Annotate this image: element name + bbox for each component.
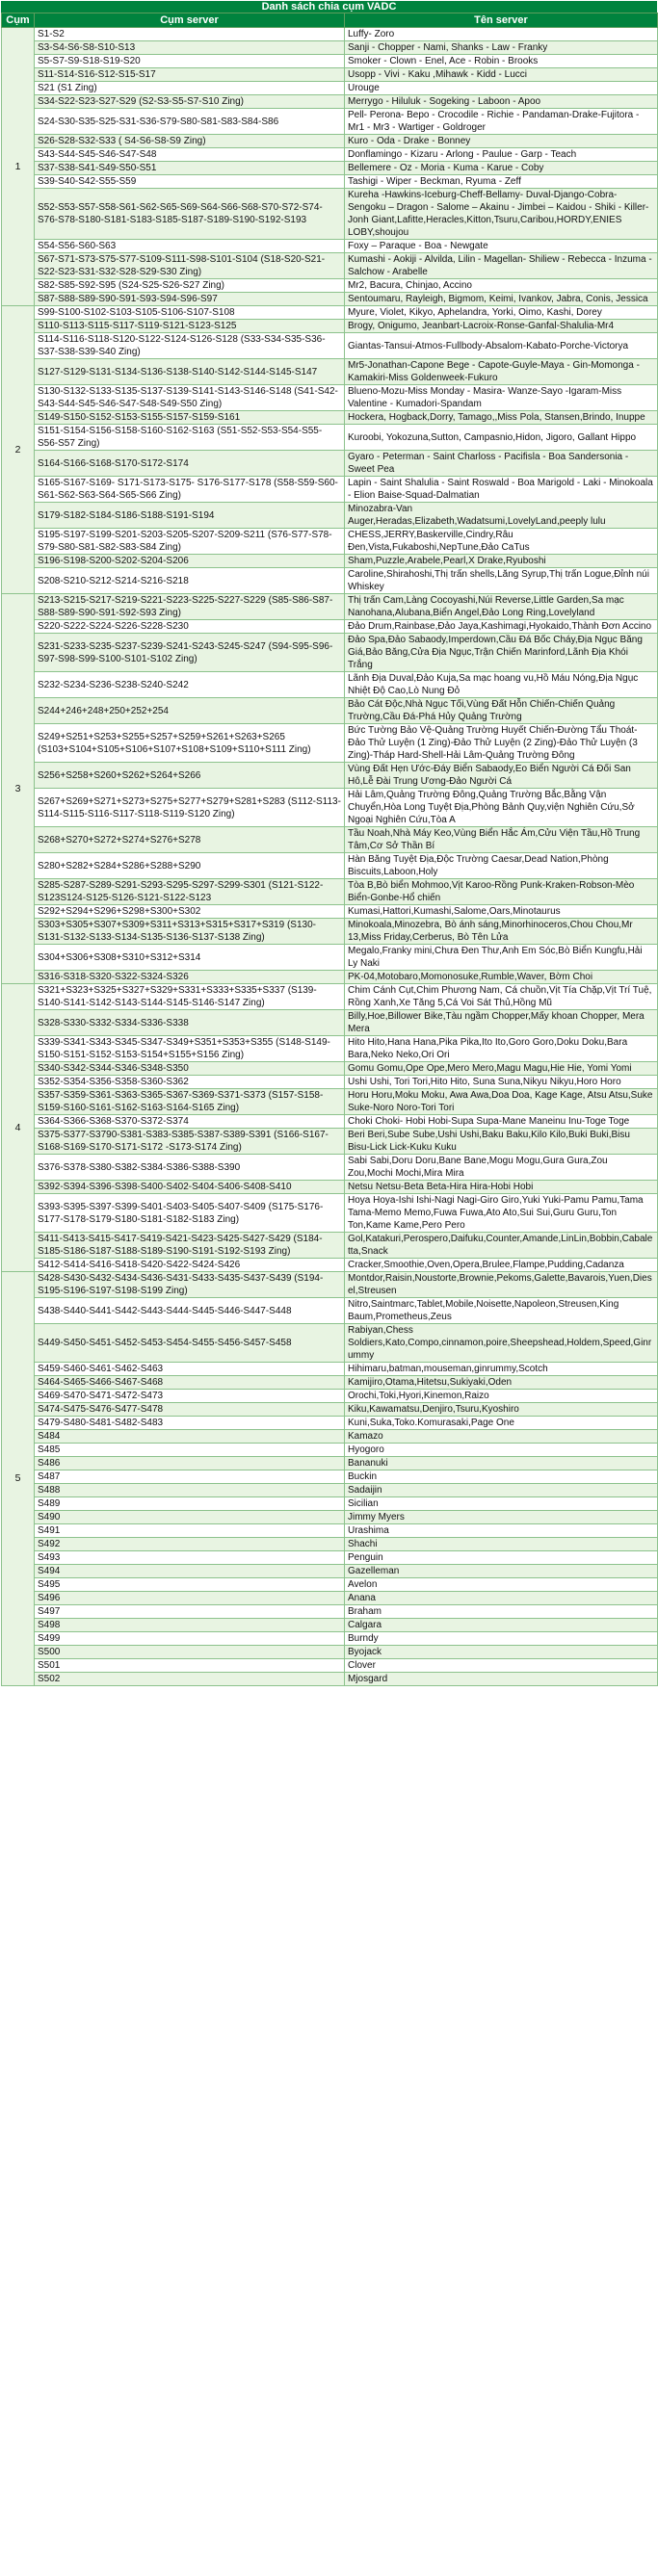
table-row [2, 162, 658, 175]
server-list-cell: S502 [35, 1673, 345, 1686]
server-name-cell: Burndy [345, 1632, 658, 1646]
server-list-cell: S493 [35, 1551, 345, 1565]
server-name-cell: Foxy – Paraque - Boa - Newgate [345, 240, 658, 253]
server-name-cell: Hito Hito,Hana Hana,Pika Pika,Ito Ito,Goro Goro,Doku Doku,Bara Bara,Neko Neko,Ori Ori [345, 1036, 658, 1062]
server-list-cell: S195-S197-S199-S201-S203-S205-S207-S209-S211 (S76-S77-S78-S79-S80-S81-S82-S83-S84 Zing) [35, 529, 345, 555]
server-name-cell: Braham [345, 1605, 658, 1619]
server-name-cell: Hoya Hoya-Ishi Ishi-Nagi Nagi-Giro Giro,Yuki Yuki-Pamu Pamu,Tama Tama-Memo Memo,Fuwa Fuwa,Ato Ato,Sui Sui,Guru Guru,Ton Ton,Kame Kame,Pero Pero [345, 1194, 658, 1233]
server-name-cell: Sicilian [345, 1497, 658, 1511]
table-row [2, 1551, 658, 1565]
server-name-cell: Lapin - Saint Shalulia - Saint Roswald - Boa Marigold - Laki - Minokoala - Elion Baise-Squad-Dalmatian [345, 477, 658, 503]
table-row [2, 320, 658, 333]
server-list-cell: S392-S394-S396-S398-S400-S402-S404-S406-S408-S410 [35, 1181, 345, 1194]
server-list-cell: S268+S270+S272+S274+S276+S278 [35, 827, 345, 853]
table-row [2, 1233, 658, 1259]
server-name-cell: Kumasi,Hattori,Kumashi,Salome,Oars,Minotaurus [345, 905, 658, 919]
server-name-cell: Buckin [345, 1470, 658, 1484]
server-list-cell: S411-S413-S415-S417-S419-S421-S423-S425-S427-S429 (S184-S185-S186-S187-S188-S189-S190-S191-S192-S193 Zing) [35, 1233, 345, 1259]
server-list-cell: S339-S341-S343-S345-S347-S349+S351+S353+S355 (S148-S149-S150-S151-S152-S153-S154+S155+S156 Zing) [35, 1036, 345, 1062]
table-row [2, 1181, 658, 1194]
server-name-cell: Sham,Puzzle,Arabele,Pearl,X Drake,Ryuboshi [345, 555, 658, 568]
server-list-cell: S52-S53-S57-S58-S61-S62-S65-S69-S64-S66-S68-S70-S72-S74-S76-S78-S180-S181-S183-S185-S187-S189-S190-S192-S193 [35, 189, 345, 240]
server-list-cell: S5-S7-S9-S18-S19-S20 [35, 55, 345, 68]
table-row [2, 827, 658, 853]
server-name-cell: Mjosgard [345, 1673, 658, 1686]
server-name-cell: Hàn Băng Tuyệt Địa,Độc Trường Caesar,Dead Nation,Phòng Biscuits,Laboon,Holy [345, 853, 658, 879]
table-row [2, 68, 658, 82]
server-list-cell: S267+S269+S271+S273+S275+S277+S279+S281+S283 (S112-S113-S114-S115-S116-S117-S118-S119-S120 Zing) [35, 789, 345, 827]
table-row [2, 853, 658, 879]
server-list-cell: S497 [35, 1605, 345, 1619]
table-row [2, 306, 658, 320]
server-name-cell: Anana [345, 1592, 658, 1605]
server-name-cell: Thị trấn Cam,Làng Cocoyashi,Núi Reverse,Little Garden,Sa mạc Nanohana,Alubana,Biển Angel,Đảo Long Ring,Lovelyland [345, 594, 658, 620]
group-cell: 2 [2, 306, 35, 594]
server-name-cell: Kumashi - Aokiji - Alvilda, Lilin - Magellan- Shiliew - Rebecca - Inzuma - Salchow - Arabelle [345, 253, 658, 279]
server-list-cell: S500 [35, 1646, 345, 1659]
server-list-cell: S495 [35, 1578, 345, 1592]
table-row [2, 109, 658, 135]
server-name-cell: Bananuki [345, 1457, 658, 1470]
server-list-cell: S428-S430-S432-S434-S436-S431-S433-S435-S437-S439 (S194-S195-S196-S197-S198-S199 Zing) [35, 1272, 345, 1298]
server-name-cell: Gyaro - Peterman - Saint Charloss - Pacifisla - Boa Sandersonia - Sweet Pea [345, 451, 658, 477]
group-cell: 4 [2, 984, 35, 1272]
server-list-cell: S393-S395-S397-S399-S401-S403-S405-S407-S409 (S175-S176-S177-S178-S179-S180-S181-S182-S183 Zing) [35, 1194, 345, 1233]
table-row [2, 385, 658, 411]
server-name-cell: Donflamingo - Kizaru - Arlong - Paulue - Garp - Teach [345, 148, 658, 162]
server-list-cell: S196-S198-S200-S202-S204-S206 [35, 555, 345, 568]
table-row [2, 698, 658, 724]
table-row [2, 1524, 658, 1538]
server-list-cell: S412-S414-S416-S418-S420-S422-S424-S426 [35, 1259, 345, 1272]
table-row [2, 1194, 658, 1233]
table-row [2, 1363, 658, 1376]
table-row [2, 634, 658, 672]
table-row [2, 425, 658, 451]
server-list-cell: S256+S258+S260+S262+S264+S266 [35, 763, 345, 789]
server-list-cell: S149-S150-S152-S153-S155-S157-S159-S161 [35, 411, 345, 425]
server-name-cell: Tòa B,Bò biển Mohmoo,Vịt Karoo-Rồng Punk-Kraken-Robson-Mèo Biển-Gonbe-Hổ chiến [345, 879, 658, 905]
server-name-cell: Pell- Perona- Bepo - Crocodile - Richie - Pandaman-Drake-Fujitora - Mr1 - Mr3 - Wartiger - Goldroger [345, 109, 658, 135]
server-list-cell: S486 [35, 1457, 345, 1470]
server-name-cell: Choki Choki- Hobi Hobi-Supa Supa-Mane Maneinu Inu-Toge Toge [345, 1115, 658, 1129]
table-row [2, 1619, 658, 1632]
table-row [2, 82, 658, 95]
header-servers: Cụm server [35, 13, 345, 28]
server-name-cell: Đảo Spa,Đảo Sabaody,Imperdown,Cầu Đá Bốc Cháy,Địa Ngục Băng Giá,Bảo Băng,Cửa Địa Ngục,Trận Chiến Marinford,Lãnh Địa Khói Trắng [345, 634, 658, 672]
server-list-cell: S292+S294+S296+S298+S300+S302 [35, 905, 345, 919]
server-name-cell: Penguin [345, 1551, 658, 1565]
server-list-cell: S21 (S1 Zing) [35, 82, 345, 95]
server-name-cell: Montdor,Raisin,Noustorte,Brownie,Pekoms,Galette,Bavarois,Yuen,Diesel,Streusen [345, 1272, 658, 1298]
server-name-cell: Minokoala,Minozebra, Bò ánh sáng,Minorhinoceros,Chou Chou,Mr 13,Miss Friday,Cerberus, Bò Tên Lửa [345, 919, 658, 945]
server-list-cell: S1-S2 [35, 28, 345, 41]
table-row [2, 1129, 658, 1155]
server-name-cell: Kamazo [345, 1430, 658, 1444]
table-row [2, 568, 658, 594]
server-list-cell: S316-S318-S320-S322-S324-S326 [35, 971, 345, 984]
server-list-cell: S127-S129-S131-S134-S136-S138-S140-S142-S144-S145-S147 [35, 359, 345, 385]
server-name-cell: Myure, Violet, Kikyo, Aphelandra, Yorki, Oimo, Kashi, Dorey [345, 306, 658, 320]
server-list-cell: S231-S233-S235-S237-S239-S241-S243-S245-S247 (S94-S95-S96-S97-S98-S99-S100-S101-S102 Zing) [35, 634, 345, 672]
server-list-cell: S496 [35, 1592, 345, 1605]
table-row [2, 919, 658, 945]
server-list-cell: S232-S234-S236-S238-S240-S242 [35, 672, 345, 698]
table-row [2, 1010, 658, 1036]
table-row [2, 148, 658, 162]
server-list-cell: S499 [35, 1632, 345, 1646]
server-name-cell: Kuroobi, Yokozuna,Sutton, Campasnio,Hidon, Jigoro, Gallant Hippo [345, 425, 658, 451]
server-list-cell: S303+S305+S307+S309+S311+S313+S315+S317+S319 (S130-S131-S132-S133-S134-S135-S136-S137-S138 Zing) [35, 919, 345, 945]
table-row [2, 293, 658, 306]
header-names: Tên server [345, 13, 658, 28]
server-list-cell: S488 [35, 1484, 345, 1497]
server-name-cell: Mr5-Jonathan-Capone Bege - Capote-Guyle-Maya - Gin-Momonga - Kamakiri-Miss Goldenweek-Fukuro [345, 359, 658, 385]
server-name-cell: Hyogoro [345, 1444, 658, 1457]
table-row [2, 41, 658, 55]
server-name-cell: Urouge [345, 82, 658, 95]
server-list-cell: S479-S480-S481-S482-S483 [35, 1417, 345, 1430]
table-row [2, 1430, 658, 1444]
table-row [2, 529, 658, 555]
server-name-cell: Gazelleman [345, 1565, 658, 1578]
server-list-cell: S375-S377-S3790-S381-S383-S385-S387-S389-S391 (S166-S167-S168-S169-S170-S171-S172 -S173-S174 Zing) [35, 1129, 345, 1155]
server-name-cell: Hockera, Hogback,Dorry, Tamago,,Miss Pola, Stansen,Brindo, Inuppe [345, 411, 658, 425]
server-list-cell: S485 [35, 1444, 345, 1457]
server-list-cell: S24-S30-S35-S25-S31-S36-S79-S80-S81-S83-S84-S86 [35, 109, 345, 135]
table-row [2, 555, 658, 568]
table-row [2, 905, 658, 919]
server-name-cell: Bức Tường Bảo Vệ-Quảng Trường Huyết Chiến-Đường Tẩu Thoát-Đảo Thử Luyện (1 Zing)-Đảo Thử Luyện (2 Zing)-Đảo Thử Luyện (3 Zing)-Tháp Hard-Shell-Hải Lâm-Quảng Trường Đông [345, 724, 658, 763]
table-row [2, 984, 658, 1010]
server-list-cell: S130-S132-S133-S135-S137-S139-S141-S143-S146-S148 (S41-S42-S43-S44-S45-S46-S47-S48-S49-S50 Zing) [35, 385, 345, 411]
server-name-cell: Gomu Gomu,Ope Ope,Mero Mero,Magu Magu,Hie Hie, Yomi Yomi [345, 1062, 658, 1076]
table-row [2, 789, 658, 827]
server-list-cell: S490 [35, 1511, 345, 1524]
server-name-cell: Kuni,Suka,Toko.Komurasaki,Page One [345, 1417, 658, 1430]
server-list-cell: S164-S166-S168-S170-S172-S174 [35, 451, 345, 477]
server-name-cell: Sadaijin [345, 1484, 658, 1497]
group-cell: 3 [2, 594, 35, 984]
table-row [2, 1497, 658, 1511]
table-row [2, 672, 658, 698]
server-name-cell: Brogy, Onigumo, Jeanbart-Lacroix-Ronse-Ganfal-Shalulia-Mr4 [345, 320, 658, 333]
table-row [2, 971, 658, 984]
table-row [2, 189, 658, 240]
server-list-cell: S492 [35, 1538, 345, 1551]
table-row [2, 1632, 658, 1646]
table-row [2, 1376, 658, 1390]
server-list-cell: S376-S378-S380-S382-S384-S386-S388-S390 [35, 1155, 345, 1181]
server-list-cell: S340-S342-S344-S346-S348-S350 [35, 1062, 345, 1076]
server-name-cell: Blueno-Mozu-Miss Monday - Masira- Wanze-Sayo -Igaram-Miss Valentine - Kumadori-Spandam [345, 385, 658, 411]
table-row [2, 1673, 658, 1686]
server-name-cell: Megalo,Franky mini,Chưa Đen Thư,Anh Em Sóc,Bò Biển Kungfu,Hải Ly Naki [345, 945, 658, 971]
server-list-cell: S304+S306+S308+S310+S312+S314 [35, 945, 345, 971]
table-row [2, 1390, 658, 1403]
server-name-cell: Beri Beri,Sube Sube,Ushi Ushi,Baku Baku,Kilo Kilo,Buki Buki,Bisu Bisu-Lick Lick-Kuku Kuku [345, 1129, 658, 1155]
table-row [2, 253, 658, 279]
server-list-cell: S82-S85-S92-S95 (S24-S25-S26-S27 Zing) [35, 279, 345, 293]
server-list-cell: S11-S14-S16-S12-S15-S17 [35, 68, 345, 82]
server-name-cell: Usopp - Vivi - Kaku ,Mihawk - Kidd - Lucci [345, 68, 658, 82]
server-name-cell: Kamijiro,Otama,Hitetsu,Sukiyaki,Oden [345, 1376, 658, 1390]
table-row [2, 240, 658, 253]
table-row [2, 724, 658, 763]
server-name-cell: Horu Horu,Moku Moku, Awa Awa,Doa Doa, Kage Kage, Atsu Atsu,Suke Suke-Noro Noro-Tori Tori [345, 1089, 658, 1115]
server-name-cell: Clover [345, 1659, 658, 1673]
table-row [2, 55, 658, 68]
table-row [2, 411, 658, 425]
server-name-cell: Kiku,Kawamatsu,Denjiro,Tsuru,Kyoshiro [345, 1403, 658, 1417]
table-row [2, 1578, 658, 1592]
server-list-cell: S34-S22-S23-S27-S29 (S2-S3-S5-S7-S10 Zing) [35, 95, 345, 109]
server-name-cell: Gol,Katakuri,Perospero,Daifuku,Counter,Amande,LinLin,Bobbin,Cabaletta,Snack [345, 1233, 658, 1259]
table-row [2, 1062, 658, 1076]
table-row [2, 879, 658, 905]
server-list-cell: S285-S287-S289-S291-S293-S295-S297-S299-S301 (S121-S122-S123S124-S125-S126-S121-S122-S123 [35, 879, 345, 905]
table-row [2, 175, 658, 189]
server-list-cell: S491 [35, 1524, 345, 1538]
server-name-cell: Tashigi - Wiper - Beckman, Ryuma - Zeff [345, 175, 658, 189]
server-name-cell: Jimmy Myers [345, 1511, 658, 1524]
table-row [2, 135, 658, 148]
server-name-cell: Bellemere - Oz - Moria - Kuma - Karue - Coby [345, 162, 658, 175]
server-name-cell: Avelon [345, 1578, 658, 1592]
server-name-cell: Hihimaru,batman,mouseman,ginrummy,Scotch [345, 1363, 658, 1376]
server-list-cell: S213-S215-S217-S219-S221-S223-S225-S227-S229 (S85-S86-S87-S88-S89-S90-S91-S92-S93 Zing) [35, 594, 345, 620]
table-row [2, 1259, 658, 1272]
server-list-cell: S244+246+248+250+252+254 [35, 698, 345, 724]
server-name-cell: Sabi Sabi,Doru Doru,Bane Bane,Mogu Mogu,Gura Gura,Zou Zou,Mochi Mochi,Mira Mira [345, 1155, 658, 1181]
table-row [2, 1538, 658, 1551]
server-name-cell: Vùng Đất Hẹn Ước-Đáy Biển Sabaody,Eo Biển Người Cá Đối San Hô,Lễ Đài Trung Ương-Đảo Người Cá [345, 763, 658, 789]
server-list-cell: S449-S450-S451-S452-S453-S454-S455-S456-S457-S458 [35, 1324, 345, 1363]
server-list-cell: S26-S28-S32-S33 ( S4-S6-S8-S9 Zing) [35, 135, 345, 148]
server-name-cell: Luffy- Zoro [345, 28, 658, 41]
server-name-cell: Urashima [345, 1524, 658, 1538]
table-row [2, 1565, 658, 1578]
server-name-cell: Sanji - Chopper - Nami, Shanks - Law - Franky [345, 41, 658, 55]
server-name-cell: Netsu Netsu-Beta Beta-Hira Hira-Hobi Hobi [345, 1181, 658, 1194]
table-row [2, 1115, 658, 1129]
server-name-cell: Chim Cánh Cụt,Chim Phương Nam, Cá chuồn,Vịt Tía Chặp,Vịt Trí Tuệ, Rồng Xanh,Xe Tăng 5,Cá Voi Sát Thủ,Hồng Mũ [345, 984, 658, 1010]
table-row [2, 620, 658, 634]
table-row [2, 477, 658, 503]
server-name-cell: Lãnh Địa Duval,Đảo Kuja,Sa mạc hoang vu,Hồ Máu Nóng,Địa Ngục Nhiệt Độ Cao,Lò Nung Đỏ [345, 672, 658, 698]
table-row [2, 1659, 658, 1673]
server-list-cell: S37-S38-S41-S49-S50-S51 [35, 162, 345, 175]
server-name-cell: Giantas-Tansui-Atmos-Fullbody-Absalom-Kabato-Porche-Victorya [345, 333, 658, 359]
table-row [2, 1470, 658, 1484]
server-list-cell: S151-S154-S156-S158-S160-S162-S163 (S51-S52-S53-S54-S55-S56-S57 Zing) [35, 425, 345, 451]
server-list-cell: S459-S460-S461-S462-S463 [35, 1363, 345, 1376]
server-name-cell: Smoker - Clown - Enel, Ace - Robin - Brooks [345, 55, 658, 68]
table-row [2, 945, 658, 971]
table-row [2, 279, 658, 293]
header-group: Cụm [2, 13, 35, 28]
server-name-cell: CHESS,JERRY,Baskerville,Cindry,Râu Đen,Vista,Fukaboshi,NepTune,Đảo CaTus [345, 529, 658, 555]
table-row [2, 1511, 658, 1524]
server-name-cell: Shachi [345, 1538, 658, 1551]
server-list-cell: S501 [35, 1659, 345, 1673]
table-row [2, 1592, 658, 1605]
server-name-cell: Sentoumaru, Rayleigh, Bigmom, Keimi, Ivankov, Jabra, Conis, Jessica [345, 293, 658, 306]
server-list-cell: S39-S40-S42-S55-S59 [35, 175, 345, 189]
table-row [2, 1417, 658, 1430]
server-list-cell: S43-S44-S45-S46-S47-S48 [35, 148, 345, 162]
server-list-cell: S99-S100-S102-S103-S105-S106-S107-S108 [35, 306, 345, 320]
server-list-cell: S220-S222-S224-S226-S228-S230 [35, 620, 345, 634]
server-list-cell: S438-S440-S441-S442-S443-S444-S445-S446-S447-S448 [35, 1298, 345, 1324]
server-list-cell: S498 [35, 1619, 345, 1632]
table-row [2, 1324, 658, 1363]
table-row [2, 1155, 658, 1181]
server-name-cell: Kureha -Hawkins-Iceburg-Cheff-Bellamy- Duval-Django-Cobra-Sengoku – Dragon - Salome – Akainu - Jimbei – Kaidou - Shiki - Killer-Jonh Giant,Lafitte,Heracles,Kitton,Tsuru,Caribou,HORDY,ENIES LOBY,shoujou [345, 189, 658, 240]
table-row [2, 1484, 658, 1497]
server-name-cell: Hải Lâm,Quảng Trường Đông,Quảng Trường Bắc,Bằng Vận Chuyển,Hòa Long Tuyệt Địa,Phòng Bảnh Quy,viện Nghiên Cứu,Sở Ngoại Nghiên Cứu,Tòa A [345, 789, 658, 827]
table-row [2, 1444, 658, 1457]
server-name-cell: Đảo Drum,Rainbase,Đảo Jaya,Kashimagi,Hyokaido,Thành Đơn Accino [345, 620, 658, 634]
table-row [2, 594, 658, 620]
server-name-cell: Minozabra-Van Auger,Heradas,Elizabeth,Wadatsumi,LovelyLand,peeply lulu [345, 503, 658, 529]
server-list-cell: S87-S88-S89-S90-S91-S93-S94-S96-S97 [35, 293, 345, 306]
server-list-cell: S54-S56-S60-S63 [35, 240, 345, 253]
server-list-cell: S208-S210-S212-S214-S216-S218 [35, 568, 345, 594]
server-list-cell: S280+S282+S284+S286+S288+S290 [35, 853, 345, 879]
server-name-cell: Billy,Hoe,Billower Bike,Tàu ngầm Chopper,Mấy khoan Chopper, Mera Mera [345, 1010, 658, 1036]
table-row [2, 1403, 658, 1417]
table-row [2, 1457, 658, 1470]
table-row [2, 1272, 658, 1298]
group-cell: 5 [2, 1272, 35, 1686]
table-row [2, 1298, 658, 1324]
server-name-cell: Byojack [345, 1646, 658, 1659]
table-row [2, 1076, 658, 1089]
table-row [2, 95, 658, 109]
server-name-cell: Calgara [345, 1619, 658, 1632]
table-body [2, 28, 658, 1686]
table-row [2, 1646, 658, 1659]
table-row [2, 451, 658, 477]
server-list-cell: S494 [35, 1565, 345, 1578]
server-list-cell: S328-S330-S332-S334-S336-S338 [35, 1010, 345, 1036]
table-row [2, 359, 658, 385]
table-row [2, 1605, 658, 1619]
server-name-cell: Caroline,Shirahoshi,Thị trấn shells,Lăng Syrup,Thị trấn Logue,Đỉnh núi Whiskey [345, 568, 658, 594]
server-name-cell: Nitro,Saintmarc,Tablet,Mobile,Noisette,Napoleon,Streusen,King Baum,Prometheus,Zeus [345, 1298, 658, 1324]
server-groups-table [1, 13, 658, 1686]
server-name-cell: Tầu Noah,Nhà Máy Keo,Vùng Biển Hắc Ám,Cửu Viện Tầu,Hồ Trung Tâm,Cơ Sở Thần Bí [345, 827, 658, 853]
server-name-cell: Kuro - Oda - Drake - Bonney [345, 135, 658, 148]
server-name-cell: Ushi Ushi, Tori Tori,Hito Hito, Suna Suna,Nikyu Nikyu,Horo Horo [345, 1076, 658, 1089]
server-name-cell: Mr2, Bacura, Chinjao, Accino [345, 279, 658, 293]
table-row [2, 503, 658, 529]
server-name-cell: PK-04,Motobaro,Momonosuke,Rumble,Waver, Bờm Choi [345, 971, 658, 984]
server-list-cell: S3-S4-S6-S8-S10-S13 [35, 41, 345, 55]
table-row [2, 1036, 658, 1062]
table-row [2, 1089, 658, 1115]
server-list-cell: S67-S71-S73-S75-S77-S109-S111-S98-S101-S104 (S18-S20-S21-S22-S23-S31-S32-S28-S29-S30 Zing) [35, 253, 345, 279]
server-name-cell: Cracker,Smoothie,Oven,Opera,Brulee,Flampe,Pudding,Cadanza [345, 1259, 658, 1272]
server-list-cell: S357-S359-S361-S363-S365-S367-S369-S371-S373 (S157-S158-S159-S160-S161-S162-S163-S164-S165 Zing) [35, 1089, 345, 1115]
server-name-cell: Orochi,Toki,Hyori,Kinemon,Raizo [345, 1390, 658, 1403]
server-name-cell: Bảo Cát Độc,Nhà Ngục Tối,Vùng Đất Hỗn Chiến-Chiến Quảng Trường,Cầu Đá-Phá Hủy Quảng Trường [345, 698, 658, 724]
group-cell: 1 [2, 28, 35, 306]
table-row [2, 763, 658, 789]
server-list-cell: S110-S113-S115-S117-S119-S121-S123-S125 [35, 320, 345, 333]
table-row [2, 28, 658, 41]
table-row [2, 333, 658, 359]
server-name-cell: Merrygo - Hiluluk - Sogeking - Laboon - Apoo [345, 95, 658, 109]
server-list-cell: S114-S116-S118-S120-S122-S124-S126-S128 (S33-S34-S35-S36-S37-S38-S39-S40 Zing) [35, 333, 345, 359]
server-list-cell: S464-S465-S466-S467-S468 [35, 1376, 345, 1390]
table-header-row [2, 13, 658, 28]
server-list-cell: S474-S475-S476-S477-S478 [35, 1403, 345, 1417]
server-name-cell: Rabiyan,Chess Soldiers,Kato,Compo,cinnamon,poire,Sheepshead,Holdem,Speed,Ginrummy [345, 1324, 658, 1363]
server-list-cell: S352-S354-S356-S358-S360-S362 [35, 1076, 345, 1089]
server-list-cell: S484 [35, 1430, 345, 1444]
server-list-cell: S364-S366-S368-S370-S372-S374 [35, 1115, 345, 1129]
server-list-cell: S469-S470-S471-S472-S473 [35, 1390, 345, 1403]
server-list-cell: S165-S167-S169- S171-S173-S175- S176-S177-S178 (S58-S59-S60-S61-S62-S63-S64-S65-S66 Zing) [35, 477, 345, 503]
server-list-cell: S249+S251+S253+S255+S257+S259+S261+S263+S265 (S103+S104+S105+S106+S107+S108+S109+S110+S111 Zing) [35, 724, 345, 763]
server-list-cell: S487 [35, 1470, 345, 1484]
document-title: Danh sách chia cụm VADC [1, 1, 657, 13]
server-list-cell: S321+S323+S325+S327+S329+S331+S333+S335+S337 (S139-S140-S141-S142-S143-S144-S145-S146-S147 Zing) [35, 984, 345, 1010]
server-list-cell: S179-S182-S184-S186-S188-S191-S194 [35, 503, 345, 529]
server-list-cell: S489 [35, 1497, 345, 1511]
